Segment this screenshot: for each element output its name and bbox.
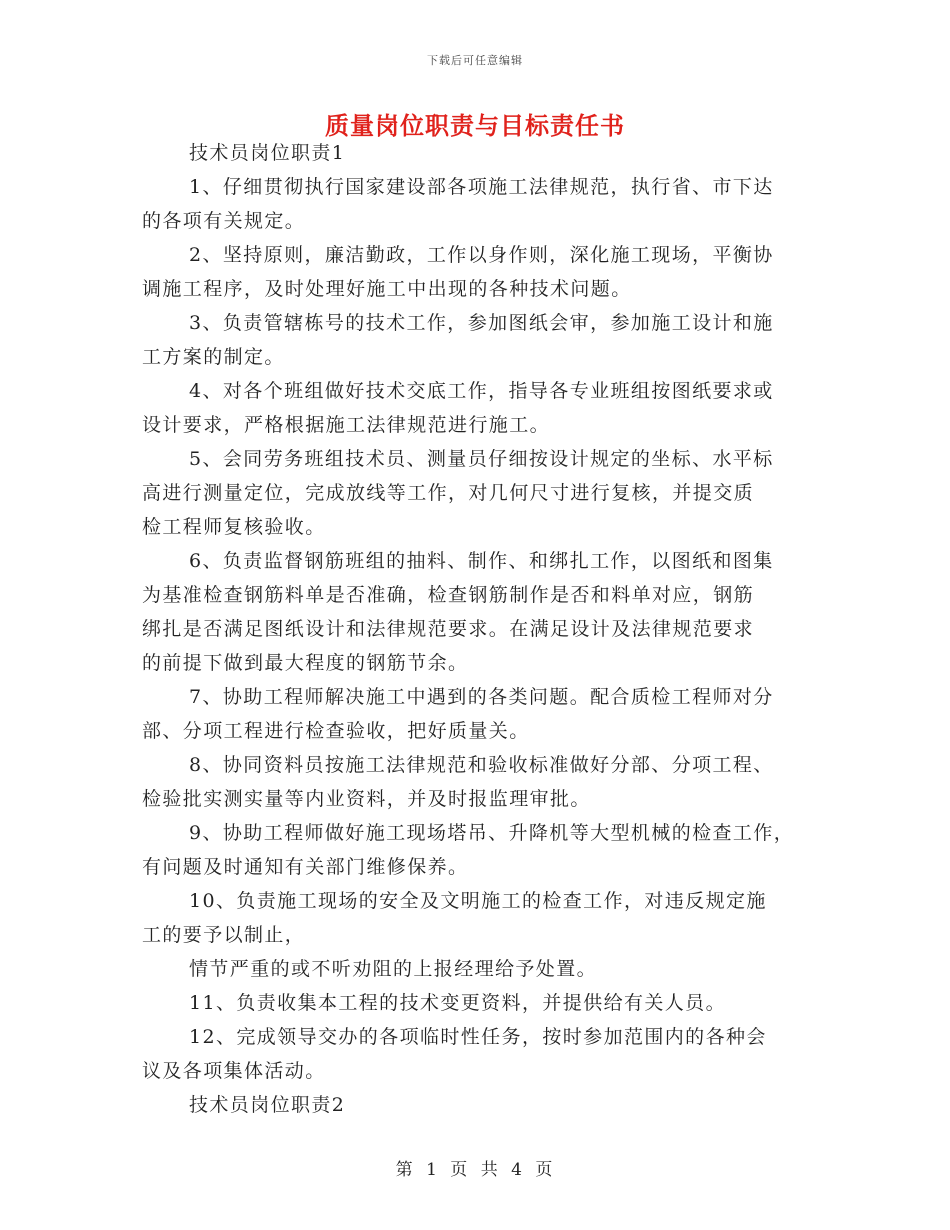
text-line: 7、协助工程师解决施工中遇到的各类问题。配合质检工程师对分 xyxy=(189,686,774,708)
text-line: 6、负责监督钢筋班组的抽料、制作、和绑扎工作，以图纸和图集 xyxy=(189,550,774,572)
text-line: 为基准检查钢筋料单是否准确，检查钢筋制作是否和料单对应，钢筋 xyxy=(142,584,755,606)
text-line: 高进行测量定位，完成放线等工作，对几何尺寸进行复核，并提交质 xyxy=(142,482,755,504)
text-line: 有问题及时通知有关部门维修保养。 xyxy=(142,856,469,878)
text-line: 技术员岗位职责2 xyxy=(189,1094,346,1116)
text-line: 绑扎是否满足图纸设计和法律规范要求。在满足设计及法律规范要求 xyxy=(142,618,755,640)
text-line: 检验批实测实量等内业资料，并及时报监理审批。 xyxy=(142,788,591,810)
text-line: 11、负责收集本工程的技术变更资料，并提供给有关人员。 xyxy=(189,992,726,1014)
text-line: 1、仔细贯彻执行国家建设部各项施工法律规范，执行省、市下达 xyxy=(189,176,774,198)
text-line: 议及各项集体活动。 xyxy=(142,1060,326,1082)
text-line: 3、负责管辖栋号的技术工作，参加图纸会审，参加施工设计和施 xyxy=(189,312,774,334)
text-line: 9、协助工程师做好施工现场塔吊、升降机等大型机械的检查工作， xyxy=(189,822,795,844)
text-line: 设计要求，严格根据施工法律规范进行施工。 xyxy=(142,414,551,436)
text-line: 12、完成领导交办的各项临时性任务，按时参加范围内的各种会 xyxy=(189,1026,767,1048)
text-line: 技术员岗位职责1 xyxy=(189,142,346,164)
document-body xyxy=(142,136,818,1122)
text-line: 工的要予以制止， xyxy=(142,924,306,946)
text-line: 调施工程序，及时处理好施工中出现的各种技术问题。 xyxy=(142,278,632,300)
text-line: 5、会同劳务班组技术员、测量员仔细按设计规定的坐标、水平标 xyxy=(189,448,774,470)
text-line: 4、对各个班组做好技术交底工作，指导各专业班组按图纸要求或 xyxy=(189,380,774,402)
text-line: 的前提下做到最大程度的钢筋节余。 xyxy=(142,652,469,674)
text-line: 10、负责施工现场的安全及文明施工的检查工作，对违反规定施 xyxy=(189,890,767,912)
text-line: 的各项有关规定。 xyxy=(142,210,306,232)
page-footer: 第 1 页 共 4 页 xyxy=(395,1160,555,1180)
text-line: 工方案的制定。 xyxy=(142,346,285,368)
text-line: 检工程师复核验收。 xyxy=(142,516,326,538)
text-line: 情节严重的或不听劝阻的上报经理给予处置。 xyxy=(189,958,598,980)
text-line: 2、坚持原则，廉洁勤政，工作以身作则，深化施工现场，平衡协 xyxy=(189,244,774,266)
text-line: 8、协同资料员按施工法律规范和验收标准做好分部、分项工程、 xyxy=(189,754,774,776)
document-title: 质量岗位职责与目标责任书 xyxy=(325,111,625,140)
text-line: 部、分项工程进行检查验收，把好质量关。 xyxy=(142,720,530,742)
header-note: 下载后可任意编辑 xyxy=(427,54,523,67)
